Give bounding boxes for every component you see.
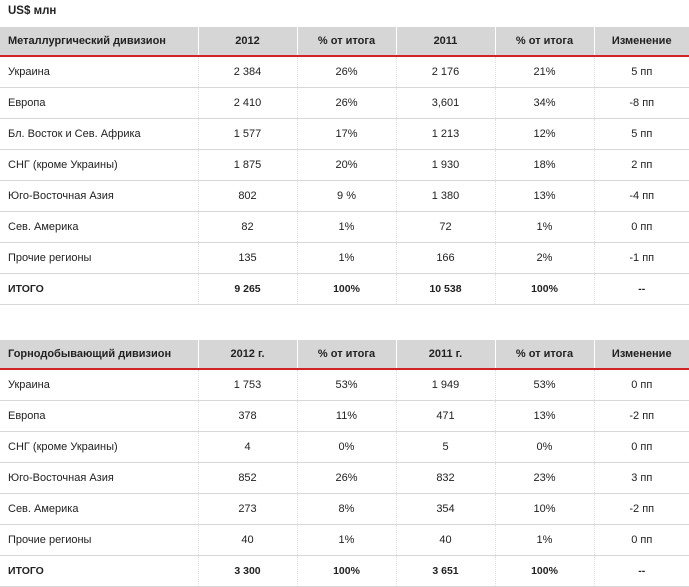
cell-value-2011: 3,601	[396, 88, 495, 119]
table-row	[0, 150, 689, 181]
cell-value-2012: 1 577	[198, 119, 297, 150]
cell-value-2011: 354	[396, 494, 495, 525]
cell-share-2012: 26%	[297, 463, 396, 494]
cell-share-2011: 10%	[495, 494, 594, 525]
mining-division-table	[0, 340, 689, 587]
header-row	[0, 340, 689, 369]
table-spacer	[0, 305, 689, 340]
cell-share-2012: 20%	[297, 150, 396, 181]
cell-region: Прочие регионы	[0, 525, 198, 556]
cell-region: Сев. Америка	[0, 494, 198, 525]
cell-region: Юго-Восточная Азия	[0, 181, 198, 212]
column-header-share-2012: % от итога	[297, 340, 396, 369]
cell-share-2012: 17%	[297, 119, 396, 150]
total-cell-value-2012: 3 300	[198, 556, 297, 587]
column-header-region: Металлургический дивизион	[0, 27, 198, 56]
column-header-value-2012: 2012 г.	[198, 340, 297, 369]
column-header-value-2011: 2011	[396, 27, 495, 56]
cell-change: 5 пп	[594, 56, 689, 88]
cell-share-2011: 21%	[495, 56, 594, 88]
header-row	[0, 27, 689, 56]
table-row	[0, 401, 689, 432]
cell-region: СНГ (кроме Украины)	[0, 432, 198, 463]
cell-change: 0 пп	[594, 369, 689, 401]
cell-value-2012: 2 410	[198, 88, 297, 119]
cell-change: 0 пп	[594, 432, 689, 463]
cell-value-2012: 135	[198, 243, 297, 274]
cell-region: СНГ (кроме Украины)	[0, 150, 198, 181]
cell-share-2012: 26%	[297, 88, 396, 119]
cell-region: Европа	[0, 401, 198, 432]
cell-share-2011: 13%	[495, 181, 594, 212]
cell-share-2012: 8%	[297, 494, 396, 525]
column-header-region: Горнодобывающий дивизион	[0, 340, 198, 369]
cell-change: -2 пп	[594, 494, 689, 525]
cell-value-2011: 40	[396, 525, 495, 556]
cell-value-2012: 852	[198, 463, 297, 494]
cell-value-2012: 802	[198, 181, 297, 212]
total-cell-region: ИТОГО	[0, 556, 198, 587]
tables-container	[0, 27, 689, 587]
cell-change: -1 пп	[594, 243, 689, 274]
cell-change: 2 пп	[594, 150, 689, 181]
total-row	[0, 274, 689, 305]
cell-change: 5 пп	[594, 119, 689, 150]
column-header-share-2011: % от итога	[495, 27, 594, 56]
total-cell-change: --	[594, 556, 689, 587]
cell-region: Европа	[0, 88, 198, 119]
cell-change: 0 пп	[594, 525, 689, 556]
total-cell-change: --	[594, 274, 689, 305]
cell-value-2012: 4	[198, 432, 297, 463]
cell-share-2012: 0%	[297, 432, 396, 463]
column-header-value-2011: 2011 г.	[396, 340, 495, 369]
total-cell-share-2011: 100%	[495, 274, 594, 305]
cell-region: Сев. Америка	[0, 212, 198, 243]
total-cell-value-2011: 10 538	[396, 274, 495, 305]
cell-region: Бл. Восток и Сев. Африка	[0, 119, 198, 150]
total-cell-share-2012: 100%	[297, 274, 396, 305]
cell-value-2011: 1 949	[396, 369, 495, 401]
cell-share-2012: 11%	[297, 401, 396, 432]
table-row	[0, 181, 689, 212]
total-cell-share-2011: 100%	[495, 556, 594, 587]
cell-share-2011: 53%	[495, 369, 594, 401]
table-row	[0, 119, 689, 150]
cell-share-2011: 23%	[495, 463, 594, 494]
cell-value-2011: 166	[396, 243, 495, 274]
table-row	[0, 525, 689, 556]
cell-value-2012: 1 753	[198, 369, 297, 401]
cell-value-2012: 2 384	[198, 56, 297, 88]
cell-value-2011: 5	[396, 432, 495, 463]
cell-share-2012: 1%	[297, 243, 396, 274]
cell-value-2012: 40	[198, 525, 297, 556]
column-header-share-2012: % от итога	[297, 27, 396, 56]
table-row	[0, 432, 689, 463]
cell-change: 0 пп	[594, 212, 689, 243]
table-row	[0, 56, 689, 88]
cell-value-2012: 82	[198, 212, 297, 243]
cell-share-2011: 1%	[495, 525, 594, 556]
cell-share-2012: 1%	[297, 525, 396, 556]
table-row	[0, 463, 689, 494]
cell-region: Прочие регионы	[0, 243, 198, 274]
cell-change: -8 пп	[594, 88, 689, 119]
table-row	[0, 88, 689, 119]
cell-share-2011: 2%	[495, 243, 594, 274]
total-cell-region: ИТОГО	[0, 274, 198, 305]
unit-label: US$ млн	[8, 5, 57, 17]
cell-value-2011: 471	[396, 401, 495, 432]
cell-value-2012: 273	[198, 494, 297, 525]
cell-value-2011: 1 380	[396, 181, 495, 212]
cell-region: Украина	[0, 56, 198, 88]
cell-share-2012: 9 %	[297, 181, 396, 212]
cell-share-2011: 1%	[495, 212, 594, 243]
total-cell-value-2011: 3 651	[396, 556, 495, 587]
cell-value-2012: 378	[198, 401, 297, 432]
total-cell-share-2012: 100%	[297, 556, 396, 587]
cell-value-2011: 1 213	[396, 119, 495, 150]
cell-share-2011: 34%	[495, 88, 594, 119]
table-row	[0, 243, 689, 274]
cell-value-2011: 832	[396, 463, 495, 494]
table-row	[0, 494, 689, 525]
cell-share-2011: 18%	[495, 150, 594, 181]
cell-value-2011: 1 930	[396, 150, 495, 181]
column-header-change: Изменение	[594, 27, 689, 56]
table-row	[0, 212, 689, 243]
cell-change: 3 пп	[594, 463, 689, 494]
cell-share-2012: 53%	[297, 369, 396, 401]
cell-share-2011: 13%	[495, 401, 594, 432]
column-header-share-2011: % от итога	[495, 340, 594, 369]
cell-share-2012: 1%	[297, 212, 396, 243]
cell-value-2011: 2 176	[396, 56, 495, 88]
total-row	[0, 556, 689, 587]
cell-region: Украина	[0, 369, 198, 401]
cell-share-2011: 0%	[495, 432, 594, 463]
cell-change: -2 пп	[594, 401, 689, 432]
cell-value-2012: 1 875	[198, 150, 297, 181]
cell-region: Юго-Восточная Азия	[0, 463, 198, 494]
total-cell-value-2012: 9 265	[198, 274, 297, 305]
cell-share-2012: 26%	[297, 56, 396, 88]
metallurgical-division-table	[0, 27, 689, 305]
table-row	[0, 369, 689, 401]
column-header-change: Изменение	[594, 340, 689, 369]
cell-value-2011: 72	[396, 212, 495, 243]
cell-share-2011: 12%	[495, 119, 594, 150]
column-header-value-2012: 2012	[198, 27, 297, 56]
cell-change: -4 пп	[594, 181, 689, 212]
